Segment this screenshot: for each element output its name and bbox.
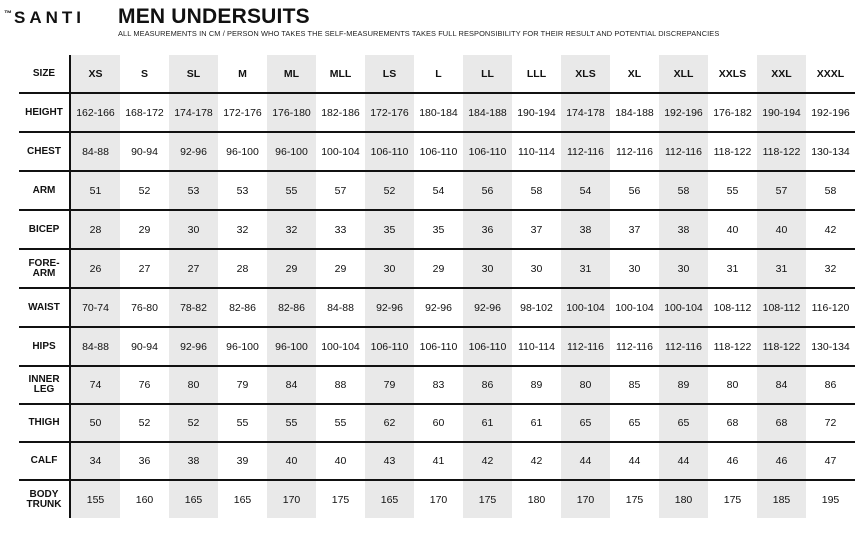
measurement-label-line: HEIGHT bbox=[25, 106, 63, 118]
size-header-cell: XS bbox=[70, 55, 120, 93]
measurement-cell: 174-178 bbox=[561, 93, 610, 132]
measurement-cell: 86 bbox=[806, 366, 855, 404]
measurement-row bbox=[19, 210, 855, 249]
measurement-cell: 185 bbox=[757, 480, 806, 518]
measurement-cell: 98-102 bbox=[512, 288, 561, 327]
measurement-cell: 41 bbox=[414, 442, 463, 480]
measurement-cell: 174-178 bbox=[169, 93, 218, 132]
measurement-cell: 175 bbox=[708, 480, 757, 518]
measurement-cell: 32 bbox=[806, 249, 855, 288]
measurement-cell: 106-110 bbox=[414, 132, 463, 171]
measurement-cell: 27 bbox=[120, 249, 169, 288]
measurement-cell: 53 bbox=[218, 171, 267, 210]
size-header-cell: LS bbox=[365, 55, 414, 93]
measurement-cell: 40 bbox=[708, 210, 757, 249]
measurement-cell: 38 bbox=[169, 442, 218, 480]
trademark-symbol: ™ bbox=[4, 9, 12, 18]
measurement-cell: 100-104 bbox=[316, 132, 365, 171]
measurement-cell: 175 bbox=[610, 480, 659, 518]
measurement-cell: 29 bbox=[267, 249, 316, 288]
measurement-cell: 96-100 bbox=[218, 132, 267, 171]
measurement-cell: 116-120 bbox=[806, 288, 855, 327]
measurement-cell: 90-94 bbox=[120, 132, 169, 171]
measurement-cell: 65 bbox=[659, 404, 708, 442]
measurement-cell: 40 bbox=[267, 442, 316, 480]
size-header-cell: XXL bbox=[757, 55, 806, 93]
measurement-cell: 56 bbox=[610, 171, 659, 210]
measurement-cell: 96-100 bbox=[267, 327, 316, 366]
measurement-cell: 88 bbox=[316, 366, 365, 404]
measurement-cell: 55 bbox=[316, 404, 365, 442]
measurement-label-line: BODY bbox=[29, 488, 59, 500]
measurement-cell: 190-194 bbox=[757, 93, 806, 132]
measurement-cell: 76-80 bbox=[120, 288, 169, 327]
measurement-label bbox=[19, 442, 70, 480]
measurement-cell: 112-116 bbox=[561, 327, 610, 366]
measurement-cell: 30 bbox=[659, 249, 708, 288]
measurement-label bbox=[19, 210, 70, 249]
measurement-cell: 40 bbox=[757, 210, 806, 249]
size-chart-body bbox=[19, 55, 855, 518]
measurement-label-line: THIGH bbox=[28, 417, 60, 428]
measurement-cell: 180-184 bbox=[414, 93, 463, 132]
measurement-cell: 79 bbox=[218, 366, 267, 404]
measurement-row bbox=[19, 288, 855, 327]
measurement-cell: 80 bbox=[561, 366, 610, 404]
measurement-cell: 118-122 bbox=[708, 327, 757, 366]
measurement-cell: 175 bbox=[463, 480, 512, 518]
measurement-cell: 82-86 bbox=[218, 288, 267, 327]
measurement-cell: 82-86 bbox=[267, 288, 316, 327]
measurement-row bbox=[19, 132, 855, 171]
measurement-cell: 83 bbox=[414, 366, 463, 404]
measurement-cell: 60 bbox=[414, 404, 463, 442]
measurement-label bbox=[19, 366, 70, 404]
measurement-cell: 42 bbox=[806, 210, 855, 249]
measurement-cell: 100-104 bbox=[610, 288, 659, 327]
size-header-cell: LL bbox=[463, 55, 512, 93]
measurement-label bbox=[19, 93, 70, 132]
measurement-label bbox=[19, 249, 70, 288]
measurement-cell: 32 bbox=[267, 210, 316, 249]
measurement-cell: 46 bbox=[757, 442, 806, 480]
measurement-cell: 108-112 bbox=[757, 288, 806, 327]
measurement-cell: 175 bbox=[316, 480, 365, 518]
measurement-cell: 40 bbox=[316, 442, 365, 480]
measurement-cell: 100-104 bbox=[659, 288, 708, 327]
measurement-cell: 54 bbox=[561, 171, 610, 210]
measurement-cell: 30 bbox=[512, 249, 561, 288]
measurement-cell: 52 bbox=[169, 404, 218, 442]
measurement-cell: 47 bbox=[806, 442, 855, 480]
measurement-cell: 58 bbox=[659, 171, 708, 210]
measurement-cell: 184-188 bbox=[463, 93, 512, 132]
measurement-cell: 55 bbox=[267, 404, 316, 442]
measurement-cell: 112-116 bbox=[659, 132, 708, 171]
measurement-cell: 165 bbox=[365, 480, 414, 518]
measurement-cell: 53 bbox=[169, 171, 218, 210]
size-header-cell: XL bbox=[610, 55, 659, 93]
measurement-cell: 35 bbox=[365, 210, 414, 249]
size-header-cell: S bbox=[120, 55, 169, 93]
measurement-label-line: TRUNK bbox=[26, 498, 62, 510]
measurement-cell: 170 bbox=[561, 480, 610, 518]
measurement-row bbox=[19, 327, 855, 366]
measurement-cell: 92-96 bbox=[169, 132, 218, 171]
measurement-cell: 86 bbox=[463, 366, 512, 404]
measurement-label bbox=[19, 171, 70, 210]
measurement-cell: 39 bbox=[218, 442, 267, 480]
measurement-label-line: INNER bbox=[28, 374, 60, 385]
brand-logo bbox=[4, 8, 85, 28]
measurement-cell: 112-116 bbox=[659, 327, 708, 366]
measurement-cell: 52 bbox=[120, 404, 169, 442]
measurement-label-line: CHEST bbox=[27, 145, 61, 157]
measurement-cell: 96-100 bbox=[267, 132, 316, 171]
measurement-cell: 50 bbox=[70, 404, 120, 442]
size-header-cell: L bbox=[414, 55, 463, 93]
measurement-cell: 80 bbox=[169, 366, 218, 404]
measurement-cell: 43 bbox=[365, 442, 414, 480]
measurement-cell: 112-116 bbox=[561, 132, 610, 171]
measurement-cell: 42 bbox=[512, 442, 561, 480]
measurement-cell: 29 bbox=[120, 210, 169, 249]
measurement-cell: 118-122 bbox=[708, 132, 757, 171]
measurement-cell: 162-166 bbox=[70, 93, 120, 132]
measurement-cell: 32 bbox=[218, 210, 267, 249]
measurement-label-line: BICEP bbox=[28, 223, 60, 235]
measurement-cell: 106-110 bbox=[463, 132, 512, 171]
measurement-row bbox=[19, 93, 855, 132]
measurement-cell: 34 bbox=[70, 442, 120, 480]
measurement-cell: 68 bbox=[757, 404, 806, 442]
measurement-cell: 89 bbox=[512, 366, 561, 404]
measurement-label bbox=[19, 327, 70, 366]
measurement-cell: 36 bbox=[120, 442, 169, 480]
measurement-row bbox=[19, 366, 855, 404]
measurement-cell: 31 bbox=[757, 249, 806, 288]
measurement-cell: 74 bbox=[70, 366, 120, 404]
measurement-cell: 84 bbox=[267, 366, 316, 404]
measurement-cell: 58 bbox=[512, 171, 561, 210]
measurement-cell: 38 bbox=[561, 210, 610, 249]
measurement-cell: 44 bbox=[659, 442, 708, 480]
measurement-cell: 61 bbox=[463, 404, 512, 442]
measurement-cell: 28 bbox=[70, 210, 120, 249]
measurement-row bbox=[19, 442, 855, 480]
size-header-cell: XLL bbox=[659, 55, 708, 93]
measurement-cell: 29 bbox=[316, 249, 365, 288]
measurement-cell: 62 bbox=[365, 404, 414, 442]
measurement-label-line: ARM bbox=[32, 267, 56, 279]
size-header-cell: LLL bbox=[512, 55, 561, 93]
measurement-cell: 192-196 bbox=[806, 93, 855, 132]
measurement-cell: 55 bbox=[267, 171, 316, 210]
measurement-cell: 100-104 bbox=[316, 327, 365, 366]
measurement-row bbox=[19, 404, 855, 442]
measurement-cell: 30 bbox=[365, 249, 414, 288]
measurement-cell: 118-122 bbox=[757, 327, 806, 366]
measurement-cell: 46 bbox=[708, 442, 757, 480]
measurement-cell: 35 bbox=[414, 210, 463, 249]
measurement-cell: 90-94 bbox=[120, 327, 169, 366]
measurement-cell: 192-196 bbox=[659, 93, 708, 132]
measurement-cell: 130-134 bbox=[806, 132, 855, 171]
measurement-label-line: ARM bbox=[32, 184, 56, 196]
measurement-cell: 84-88 bbox=[316, 288, 365, 327]
measurement-cell: 170 bbox=[414, 480, 463, 518]
measurement-cell: 79 bbox=[365, 366, 414, 404]
measurement-cell: 36 bbox=[463, 210, 512, 249]
measurement-cell: 110-114 bbox=[512, 132, 561, 171]
measurement-cell: 78-82 bbox=[169, 288, 218, 327]
measurement-cell: 52 bbox=[120, 171, 169, 210]
measurement-cell: 27 bbox=[169, 249, 218, 288]
measurement-cell: 30 bbox=[169, 210, 218, 249]
measurement-cell: 180 bbox=[512, 480, 561, 518]
measurement-cell: 76 bbox=[120, 366, 169, 404]
measurement-cell: 89 bbox=[659, 366, 708, 404]
measurement-cell: 57 bbox=[316, 171, 365, 210]
measurement-cell: 155 bbox=[70, 480, 120, 518]
measurement-cell: 58 bbox=[806, 171, 855, 210]
measurement-cell: 30 bbox=[610, 249, 659, 288]
measurement-cell: 180 bbox=[659, 480, 708, 518]
measurement-cell: 106-110 bbox=[414, 327, 463, 366]
measurement-cell: 96-100 bbox=[218, 327, 267, 366]
measurement-cell: 172-176 bbox=[218, 93, 267, 132]
measurement-cell: 31 bbox=[708, 249, 757, 288]
measurement-cell: 31 bbox=[561, 249, 610, 288]
measurement-cell: 165 bbox=[218, 480, 267, 518]
measurement-row bbox=[19, 171, 855, 210]
measurement-cell: 72 bbox=[806, 404, 855, 442]
measurement-cell: 57 bbox=[757, 171, 806, 210]
measurement-label bbox=[19, 288, 70, 327]
measurement-cell: 42 bbox=[463, 442, 512, 480]
measurement-cell: 176-180 bbox=[267, 93, 316, 132]
measurement-cell: 65 bbox=[610, 404, 659, 442]
measurement-cell: 165 bbox=[169, 480, 218, 518]
measurement-cell: 100-104 bbox=[561, 288, 610, 327]
measurement-cell: 30 bbox=[463, 249, 512, 288]
measurement-label bbox=[19, 132, 70, 171]
measurement-cell: 44 bbox=[610, 442, 659, 480]
size-header-cell: XLS bbox=[561, 55, 610, 93]
measurement-cell: 51 bbox=[70, 171, 120, 210]
measurement-cell: 84 bbox=[757, 366, 806, 404]
measurement-cell: 195 bbox=[806, 480, 855, 518]
measurement-cell: 92-96 bbox=[414, 288, 463, 327]
measurement-cell: 85 bbox=[610, 366, 659, 404]
measurement-cell: 112-116 bbox=[610, 327, 659, 366]
measurement-label bbox=[19, 404, 70, 442]
measurement-cell: 55 bbox=[218, 404, 267, 442]
measurement-cell: 182-186 bbox=[316, 93, 365, 132]
size-header-cell: ML bbox=[267, 55, 316, 93]
measurement-row bbox=[19, 480, 855, 518]
measurement-cell: 52 bbox=[365, 171, 414, 210]
size-header-cell: MLL bbox=[316, 55, 365, 93]
measurement-cell: 54 bbox=[414, 171, 463, 210]
measurement-cell: 130-134 bbox=[806, 327, 855, 366]
measurement-cell: 106-110 bbox=[365, 327, 414, 366]
measurement-cell: 70-74 bbox=[70, 288, 120, 327]
measurement-cell: 37 bbox=[512, 210, 561, 249]
measurement-cell: 176-182 bbox=[708, 93, 757, 132]
measurement-cell: 33 bbox=[316, 210, 365, 249]
measurement-cell: 106-110 bbox=[463, 327, 512, 366]
size-chart-table bbox=[19, 55, 855, 518]
measurement-label-line: CALF bbox=[30, 455, 58, 466]
measurement-cell: 170 bbox=[267, 480, 316, 518]
measurement-cell: 37 bbox=[610, 210, 659, 249]
measurement-cell: 168-172 bbox=[120, 93, 169, 132]
size-header-label: SIZE bbox=[19, 55, 70, 93]
measurement-label bbox=[19, 480, 70, 518]
measurement-cell: 92-96 bbox=[169, 327, 218, 366]
measurement-cell: 44 bbox=[561, 442, 610, 480]
measurement-cell: 65 bbox=[561, 404, 610, 442]
measurement-cell: 84-88 bbox=[70, 327, 120, 366]
measurement-label-line: FORE- bbox=[28, 257, 60, 269]
measurement-cell: 61 bbox=[512, 404, 561, 442]
measurement-label-line: HIPS bbox=[32, 340, 56, 352]
measurement-cell: 106-110 bbox=[365, 132, 414, 171]
measurement-cell: 29 bbox=[414, 249, 463, 288]
brand-name: SANTI bbox=[14, 8, 85, 27]
size-header-cell: XXLS bbox=[708, 55, 757, 93]
measurement-cell: 84-88 bbox=[70, 132, 120, 171]
measurement-cell: 28 bbox=[218, 249, 267, 288]
measurement-cell: 108-112 bbox=[708, 288, 757, 327]
measurement-cell: 160 bbox=[120, 480, 169, 518]
measurement-cell: 68 bbox=[708, 404, 757, 442]
measurement-cell: 112-116 bbox=[610, 132, 659, 171]
measurement-cell: 92-96 bbox=[365, 288, 414, 327]
measurement-label-line: LEG bbox=[33, 384, 55, 395]
size-header-cell: XXXL bbox=[806, 55, 855, 93]
measurement-cell: 80 bbox=[708, 366, 757, 404]
measurement-row bbox=[19, 249, 855, 288]
page-title: MEN UNDERSUITS bbox=[118, 5, 310, 28]
measurement-cell: 55 bbox=[708, 171, 757, 210]
measurement-cell: 56 bbox=[463, 171, 512, 210]
size-header-row bbox=[19, 55, 855, 93]
measurement-cell: 118-122 bbox=[757, 132, 806, 171]
measurement-cell: 26 bbox=[70, 249, 120, 288]
measurement-cell: 190-194 bbox=[512, 93, 561, 132]
measurement-label-line: WAIST bbox=[28, 301, 60, 313]
measurement-cell: 92-96 bbox=[463, 288, 512, 327]
size-header-cell: M bbox=[218, 55, 267, 93]
measurement-cell: 184-188 bbox=[610, 93, 659, 132]
page-subtitle: ALL MEASUREMENTS IN CM / PERSON WHO TAKES THE SELF-MEASUREMENTS TAKES FULL RESPONSIBILITY FOR THEIR RESULT AND POTENTIAL DISCREPANCIES bbox=[118, 29, 720, 38]
measurement-cell: 38 bbox=[659, 210, 708, 249]
size-header-cell: SL bbox=[169, 55, 218, 93]
measurement-cell: 110-114 bbox=[512, 327, 561, 366]
measurement-cell: 172-176 bbox=[365, 93, 414, 132]
